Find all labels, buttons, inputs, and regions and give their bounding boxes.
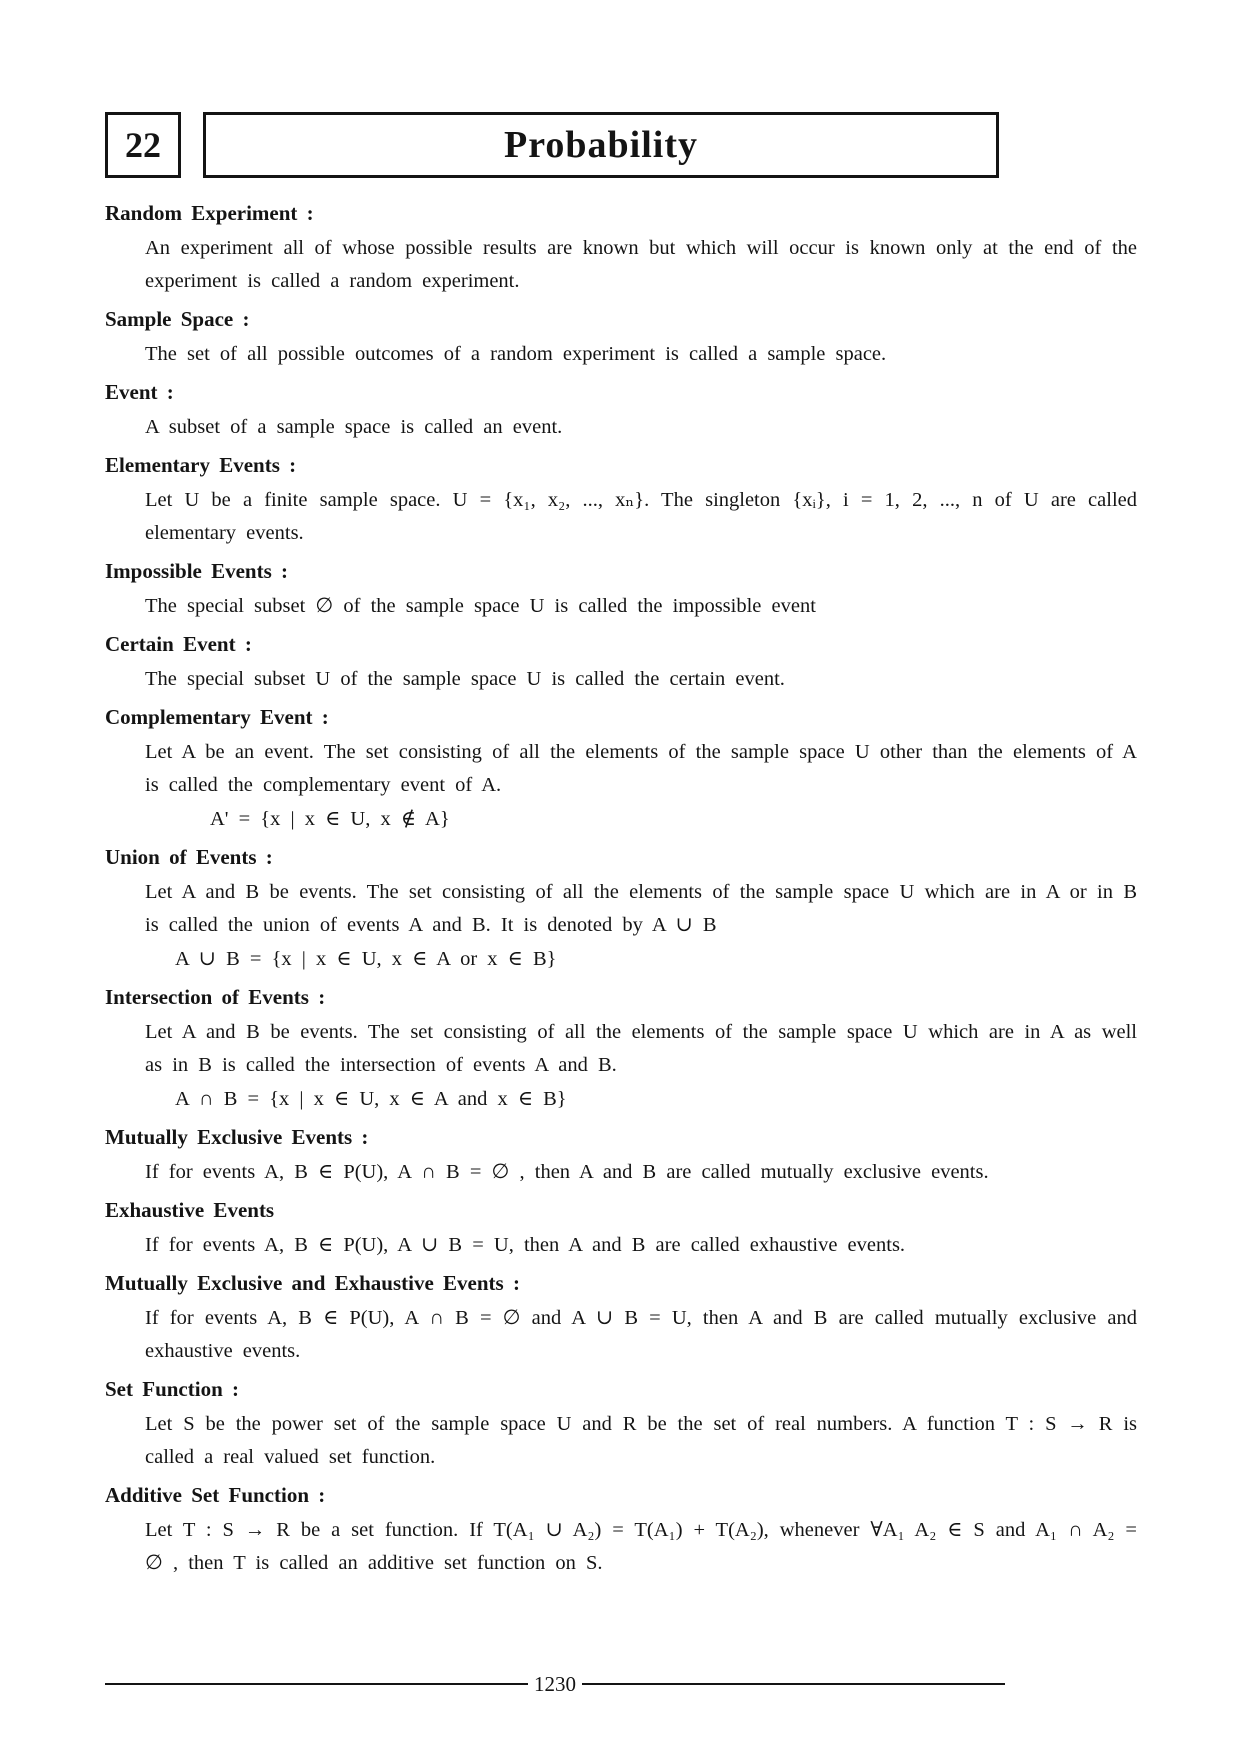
section-impossible-events [105, 556, 1137, 623]
chapter-header [105, 112, 999, 178]
section-exhaustive-events [105, 1195, 1137, 1262]
page-footer [105, 1672, 1005, 1696]
section-heading: Mutually Exclusive Events : [105, 1125, 369, 1149]
section-paragraph: The special subset ∅ of the sample space U is called the impossible event [145, 595, 816, 617]
union-formula: A ∪ B = {x | x ∈ U, x ∈ A or x ∈ B} [175, 948, 557, 970]
section-heading: Impossible Events : [105, 559, 289, 583]
section-heading: Sample Space : [105, 307, 250, 331]
section-paragraph: Let A be an event. The set consisting of all the elements of the sample space U other than the elements of A is called the complementary event of A. [145, 741, 1137, 796]
section-heading: Set Function : [105, 1377, 239, 1401]
section-heading: Event : [105, 380, 174, 404]
intersection-formula: A ∩ B = {x | x ∈ U, x ∈ A and x ∈ B} [175, 1088, 567, 1110]
chapter-number: 22 [125, 125, 161, 165]
section-paragraph: Let S be the power set of the sample space U and R be the set of real numbers. A function T : S → R is called a real valued set function. [145, 1413, 1137, 1468]
section-heading: Certain Event : [105, 632, 252, 656]
section-paragraph: If for events A, B ∈ P(U), A ∪ B = U, then A and B are called exhaustive events. [145, 1234, 906, 1256]
section-intersection-of-events [105, 982, 1137, 1116]
section-set-function [105, 1374, 1137, 1474]
section-heading: Exhaustive Events [105, 1198, 275, 1222]
section-elementary-events [105, 450, 1137, 550]
complement-formula: A' = {x | x ∈ U, x ∉ A} [210, 808, 450, 830]
page-number: 1230 [534, 1672, 576, 1696]
section-heading: Random Experiment : [105, 201, 314, 225]
section-paragraph: Let A and B be events. The set consisting of all the elements of the sample space U which are in A or in B is called the union of events A and B. It is denoted by A ∪ B [145, 881, 1137, 936]
section-heading: Additive Set Function : [105, 1483, 326, 1507]
footer-rule-right [582, 1683, 1005, 1685]
chapter-number-box [105, 112, 181, 178]
section-paragraph: If for events A, B ∈ P(U), A ∩ B = ∅ and A ∪ B = U, then A and B are called mutually exclusive and exhaustive events. [145, 1307, 1137, 1362]
chapter-title-box [203, 112, 999, 178]
section-paragraph: Let T : S → R be a set function. If T(A₁ ∪ A₂) = T(A₁) + T(A₂), whenever ∀A₁ A₂ ∈ S and A₁ ∩ A₂ = ∅ , then T is called an additive set function on S. [145, 1519, 1137, 1574]
section-heading: Elementary Events : [105, 453, 297, 477]
section-paragraph: If for events A, B ∈ P(U), A ∩ B = ∅ , then A and B are called mutually exclusive events. [145, 1161, 989, 1183]
section-event [105, 377, 1137, 444]
section-heading: Union of Events : [105, 845, 273, 869]
section-mutually-exclusive-and-exhaustive-events [105, 1268, 1137, 1368]
section-random-experiment [105, 198, 1137, 298]
section-sample-space [105, 304, 1137, 371]
chapter-title: Probability [504, 124, 698, 166]
section-complementary-event [105, 702, 1137, 836]
section-certain-event [105, 629, 1137, 696]
section-paragraph: Let U be a finite sample space. U = {x₁, x₂, ..., xₙ}. The singleton {xᵢ}, i = 1, 2, ..., n of U are called elementary events. [145, 489, 1137, 544]
section-mutually-exclusive-events [105, 1122, 1137, 1189]
section-paragraph: A subset of a sample space is called an event. [145, 416, 563, 438]
section-heading: Complementary Event : [105, 705, 329, 729]
section-heading: Intersection of Events : [105, 985, 326, 1009]
section-additive-set-function [105, 1480, 1137, 1580]
section-paragraph: The special subset U of the sample space U is called the certain event. [145, 668, 785, 690]
section-paragraph: The set of all possible outcomes of a random experiment is called a sample space. [145, 343, 887, 365]
page-content [105, 192, 1137, 1584]
section-paragraph: An experiment all of whose possible results are known but which will occur is known only at the end of the experiment is called a random experiment. [145, 237, 1137, 292]
section-paragraph: Let A and B be events. The set consisting of all the elements of the sample space U which are in A as well as in B is called the intersection of events A and B. [145, 1021, 1137, 1076]
section-heading: Mutually Exclusive and Exhaustive Events : [105, 1271, 520, 1295]
section-union-of-events [105, 842, 1137, 976]
footer-rule-left [105, 1683, 528, 1685]
